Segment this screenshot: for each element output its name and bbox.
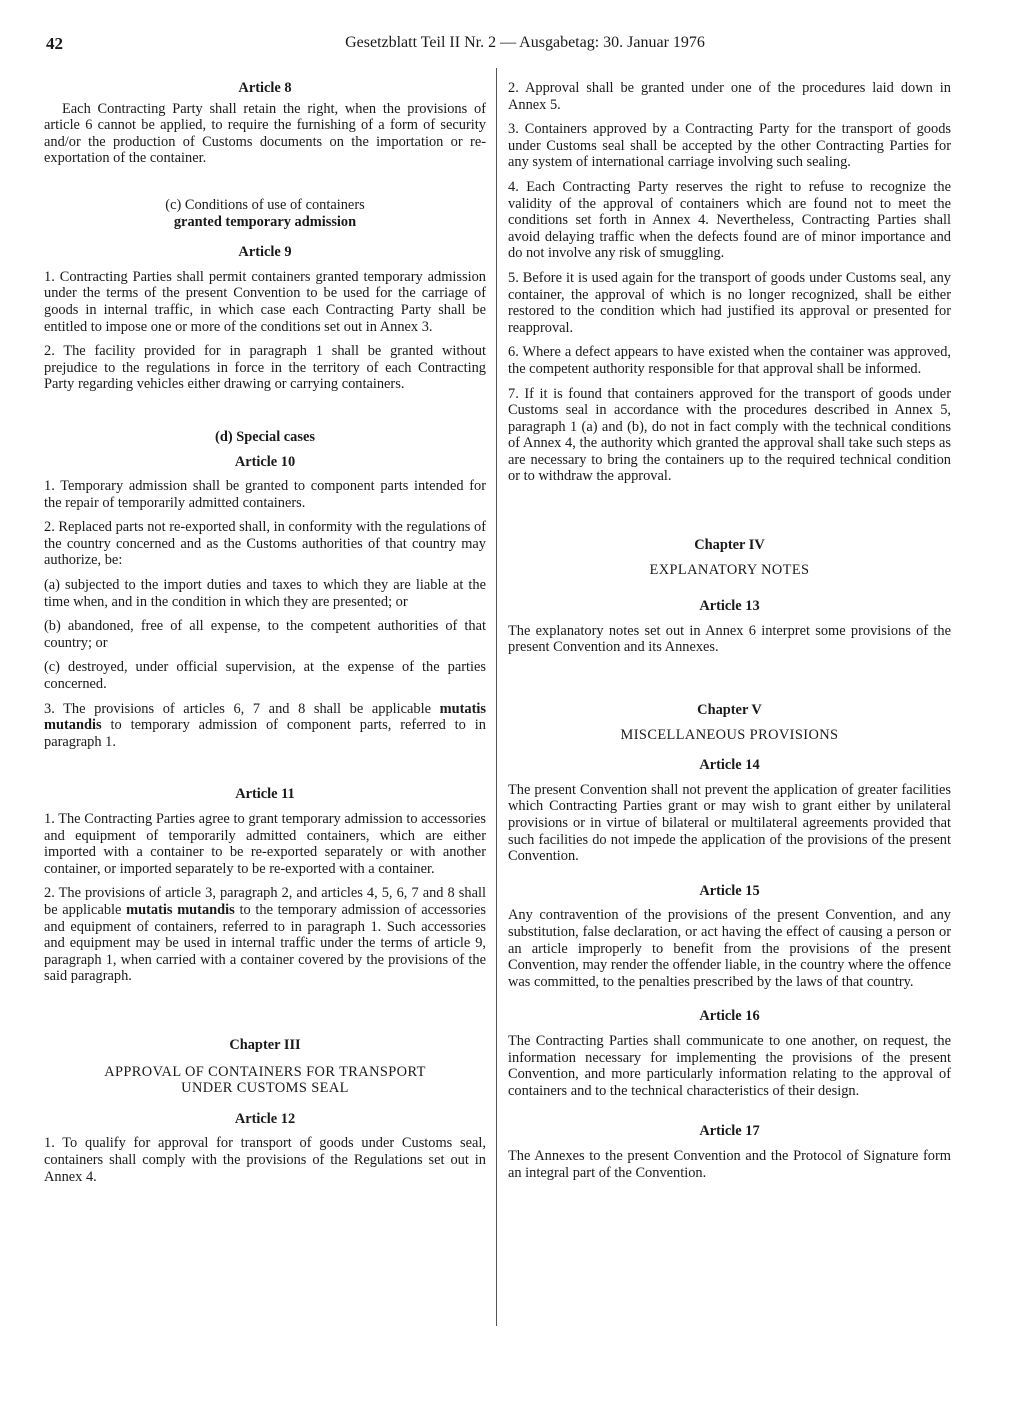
article-12-paragraph-3: 3. Containers approved by a Contracting Party for the transport of goods under Customs seal shall be accepted by the other Contracting Parties for any system of international carriage involving such sealing. (508, 121, 951, 171)
article-11-title: Article 11 (235, 786, 295, 803)
article-12-paragraph-1: 1. To qualify for approval for transport of goods under Customs seal, containers shall comply with the provisions of the Regulations set out in Annex 4. (44, 1135, 486, 1185)
article-9-paragraph-1: 1. Contracting Parties shall permit containers granted temporary admission under the terms of the present Convention to be used for the carriage of goods in internal traffic, in which case each Contracting Party shall be entitled to impose one or more of the conditions set out in Annex 3. (44, 268, 486, 335)
article-12-paragraph-4: 4. Each Contracting Party reserves the right to refuse to recognize the validity of the approval of containers which are found not to meet the conditions set forth in Annex 4. Nevertheless, Contracting Parties shall avoid delaying traffic when the defects found are of minor importance and do not involve any risk of smuggling. (508, 178, 951, 262)
page-header (46, 34, 964, 60)
article-17-paragraph: The Annexes to the present Convention and the Protocol of Signature form an integral part of the Convention. (508, 1147, 951, 1181)
chapter-3-subtitle-line1: APPROVAL OF CONTAINERS FOR TRANSPORT (104, 1063, 426, 1080)
article-15-title: Article 15 (699, 882, 760, 899)
section-c-heading-line2: granted temporary admission (173, 213, 357, 230)
article-17-title: Article 17 (699, 1123, 760, 1140)
article-10-paragraph-2: 2. Replaced parts not re-exported shall, in conformity with the regulations of the country concerned and as the Customs authorities of that country may authorize, be: (44, 519, 486, 569)
article-11-p2-text-b: to the temporary admission of accessories and equipment of containers, referred to in paragraph 1. Such accessories and equipment may be used in internal traffic under the terms of article 9, paragraph 1, when carried with a container covered by the provisions of the said paragraph. (44, 901, 486, 985)
chapter-3-subtitle-line2: UNDER CUSTOMS SEAL (181, 1080, 349, 1097)
chapter-3-title: Chapter III (229, 1036, 301, 1053)
section-d-heading: (d) Special cases (215, 428, 315, 445)
right-column (508, 80, 951, 1189)
chapter-3-subtitle (44, 1064, 486, 1097)
column-divider (496, 68, 497, 1326)
article-9-paragraph-2: 2. The facility provided for in paragraph 1 shall be granted without prejudice to the regulations in force in the territory of each Contracting Party regarding vehicles either drawing or carrying containers. (44, 343, 486, 393)
article-14-paragraph: The present Convention shall not prevent the application of greater facilities which Contracting Parties grant or may wish to grant either by unilateral provisions or in virtue of bilateral or multilateral agreements provided that such facilities do not impede the application of the provisions of the present Convention. (508, 781, 951, 865)
article-15-paragraph: Any contravention of the provisions of the present Convention, and any substitution, false declaration, or act having the effect of causing a person or an article improperly to benefit from the provisions of the present Convention, may render the offender liable, in the country where the offence was committed, to the penalties prescribed by the laws of that country. (508, 907, 951, 990)
article-10-p3-text-b: to temporary admission of component parts, referred to in paragraph 1. (44, 717, 486, 750)
section-c-heading (44, 197, 486, 230)
page-number: 42 (46, 34, 63, 53)
article-10-item-a: (a) subjected to the import duties and taxes to which they are liable at the time when, and in the condition in which they are presented; or (44, 577, 486, 610)
article-8-paragraph: Each Contracting Party shall retain the right, when the provisions of article 6 cannot be applied, to require the furnishing of a form of security and/or the production of Customs documents on the importation or re-exportation of the container. (44, 100, 486, 167)
article-10-item-b: (b) abandoned, free of all expense, to the competent authorities of that country; or (44, 618, 486, 651)
article-10-p3-bold: mutatis mutandis (44, 700, 486, 734)
chapter-4-title: Chapter IV (694, 537, 765, 554)
article-10-item-c: (c) destroyed, under official supervision, at the expense of the parties concerned. (44, 659, 486, 693)
article-8-title: Article 8 (238, 80, 292, 96)
left-column (44, 76, 486, 1193)
article-13-paragraph: The explanatory notes set out in Annex 6 interpret some provisions of the present Convention and its Annexes. (508, 622, 951, 656)
article-10-paragraph-3 (44, 701, 486, 751)
article-10-p3-text-a: 3. The provisions of articles 6, 7 and 8 shall be applicable (44, 700, 431, 717)
article-16-title: Article 16 (699, 1008, 760, 1025)
chapter-4-subtitle: EXPLANATORY NOTES (649, 561, 810, 578)
article-14-title: Article 14 (699, 757, 760, 774)
article-10-title: Article 10 (234, 453, 296, 470)
section-c-heading-line1: (c) Conditions of use of containers (165, 196, 365, 213)
chapter-5-title: Chapter V (697, 702, 762, 719)
article-16-paragraph: The Contracting Parties shall communicate to one another, on request, the information necessary for implementing the provisions of the present Convention, and more particularly information relating to the approval of containers and to the technical characteristics of their design. (508, 1032, 951, 1099)
article-12-paragraph-7: 7. If it is found that containers approved for the transport of goods under Customs seal in accordance with the procedures described in Annex 5, paragraph 1 (a) and (b), do not in fact comply with the technical conditions of Annex 4, the authority which granted the approval shall take such steps as are necessary to bring the containers up to the required technical condition or to withdraw the approval. (508, 385, 951, 485)
article-12-paragraph-5: 5. Before it is used again for the transport of goods under Customs seal, any container, the approval of which is no longer recognized, shall be either restored to the condition which had justified its approval or presented for reapproval. (508, 269, 951, 336)
article-12-title: Article 12 (234, 1110, 296, 1127)
article-12-paragraph-2: 2. Approval shall be granted under one of the procedures laid down in Annex 5. (508, 80, 951, 113)
gazette-header-title: Gesetzblatt Teil II Nr. 2 — Ausgabetag: 30. Januar 1976 (345, 34, 705, 51)
article-10-paragraph-1: 1. Temporary admission shall be granted to component parts intended for the repair of temporarily admitted containers. (44, 478, 486, 511)
article-11-paragraph-2 (44, 885, 486, 985)
article-13-title: Article 13 (699, 598, 760, 615)
article-12-paragraph-6: 6. Where a defect appears to have existed when the container was approved, the competent authority responsible for that approval shall be informed. (508, 344, 951, 377)
article-11-paragraph-1: 1. The Contracting Parties agree to grant temporary admission to accessories and equipment of temporarily admitted containers, which are either imported with a container to be re-exported separately or with another container, or imported separately to be re-exported with a container. (44, 811, 486, 877)
chapter-5-subtitle: MISCELLANEOUS PROVISIONS (620, 726, 839, 743)
article-11-p2-bold: mutatis mutandis (126, 901, 235, 918)
article-11-p2-text-a: 2. The provisions of article 3, paragraph 2, and articles 4, 5, 6, 7 and 8 shall be applicable (44, 885, 486, 918)
article-9-title: Article 9 (238, 244, 292, 261)
